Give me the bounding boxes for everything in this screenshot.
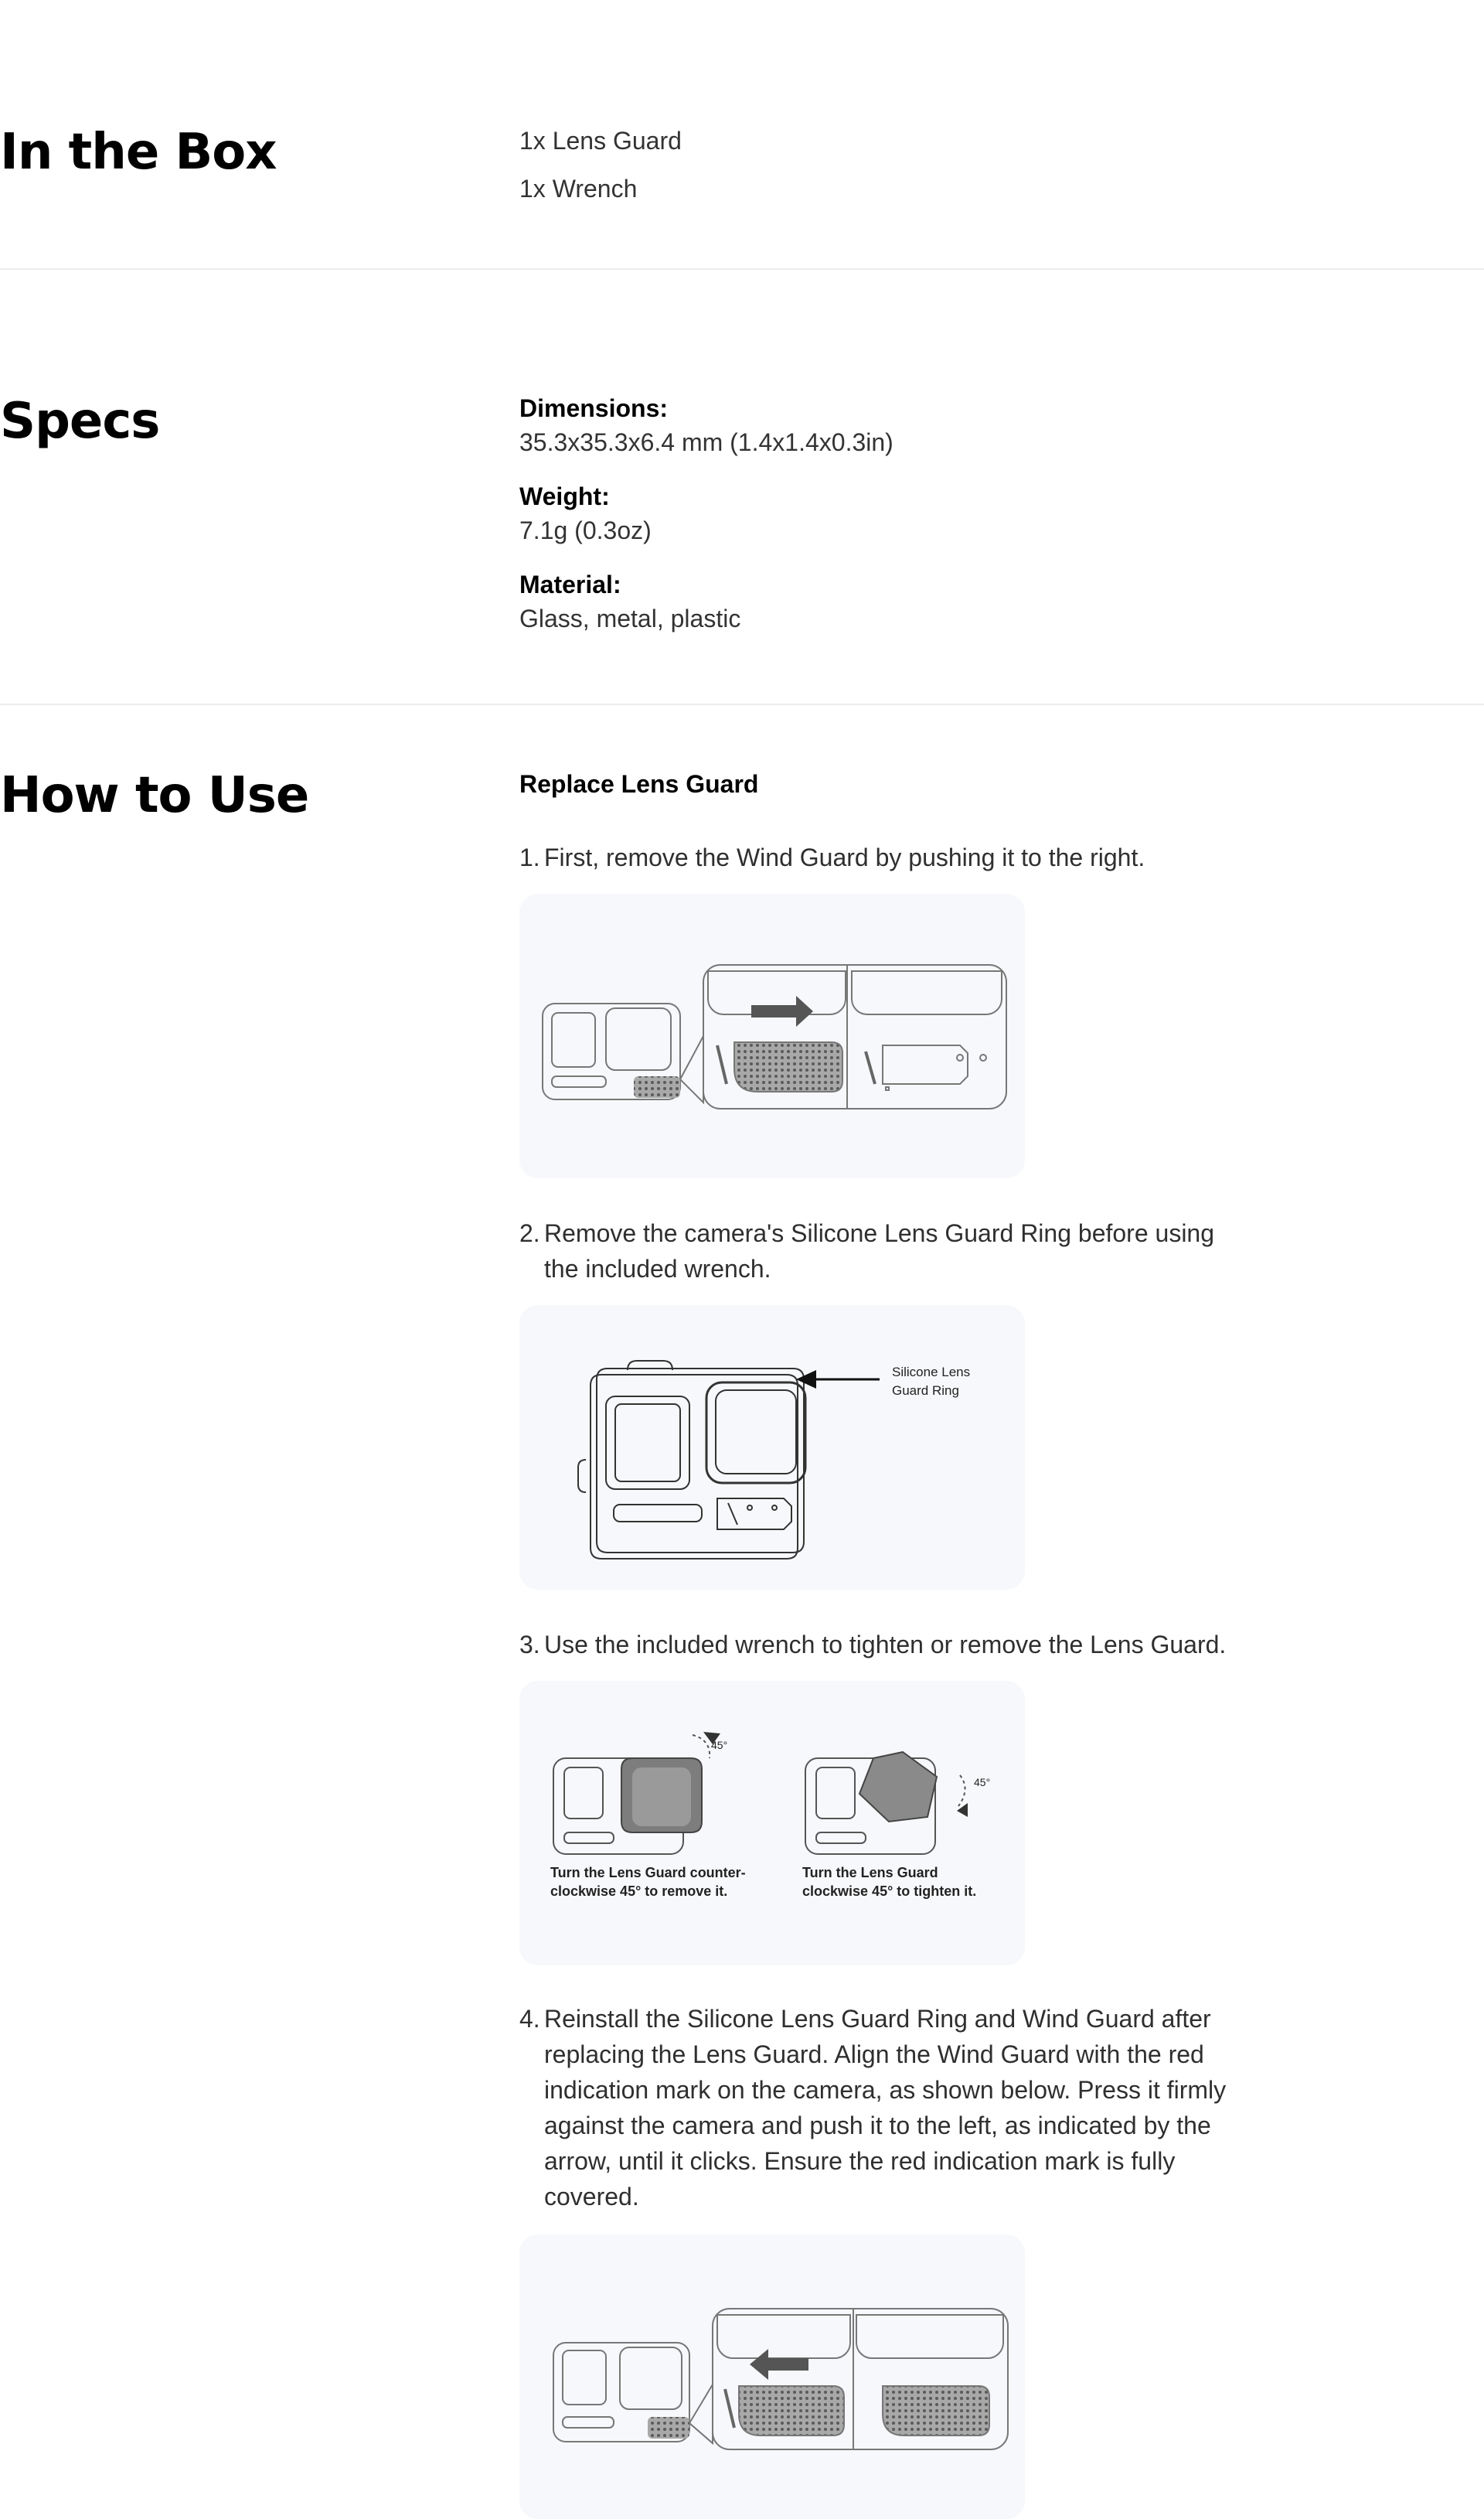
step-number: 3.: [519, 1631, 540, 1658]
callout-label: Guard Ring: [892, 1383, 959, 1398]
angle-label: 45°: [974, 1776, 991, 1788]
wrench-caption: Turn the Lens Guard counter-: [550, 1865, 746, 1880]
step-number: 4.: [519, 2005, 540, 2033]
step-number: 2.: [519, 1219, 540, 1247]
spec-value: Glass, metal, plastic: [519, 605, 741, 632]
illustration-remove-wind-guard: [519, 894, 1025, 1178]
spec-row-dimensions: [519, 391, 1230, 459]
specs-section: [0, 269, 1484, 704]
angle-label: 45°: [711, 1739, 728, 1751]
spec-row-material: [519, 568, 1230, 636]
spec-value: 35.3x35.3x6.4 mm (1.4x1.4x0.3in): [519, 428, 893, 456]
in-the-box-list: [519, 124, 1230, 206]
illustration-reinstall-wind-guard: [519, 2234, 1025, 2519]
illustration-wrench: [519, 1681, 1025, 1965]
step-text: Remove the camera's Silicone Lens Guard Ring before using the included wrench.: [544, 1219, 1215, 1283]
spec-label: Weight:: [519, 482, 610, 510]
wrench-caption: clockwise 45° to tighten it.: [802, 1883, 977, 1899]
box-item: 1x Wrench: [519, 175, 638, 203]
step-4: [519, 2001, 1230, 2214]
specs-heading: Specs: [0, 393, 160, 450]
callout-label: Silicone Lens: [892, 1365, 971, 1379]
step-text: First, remove the Wind Guard by pushing it to the right.: [544, 844, 1145, 871]
camera-lens-ring-icon: [519, 1305, 1025, 1590]
how-to-use-heading: How to Use: [0, 767, 309, 824]
step-2: [519, 1215, 1230, 1287]
in-the-box-heading: In the Box: [0, 124, 277, 181]
specs-list: [519, 391, 1230, 636]
box-item: 1x Lens Guard: [519, 127, 682, 155]
illustration-silicone-ring: [519, 1305, 1025, 1590]
step-3: [519, 1627, 1230, 1662]
step-number: 1.: [519, 844, 540, 871]
spec-label: Dimensions:: [519, 394, 669, 422]
in-the-box-section: [0, 0, 1484, 269]
step-1: [519, 840, 1230, 875]
spec-row-weight: [519, 479, 1230, 547]
spec-value: 7.1g (0.3oz): [519, 516, 652, 544]
wrench-caption: clockwise 45° to remove it.: [550, 1883, 728, 1899]
how-to-subtitle: Replace Lens Guard: [519, 770, 759, 798]
step-text: Use the included wrench to tighten or remove the Lens Guard.: [544, 1631, 1227, 1658]
camera-wind-guard-right-icon: [519, 894, 1025, 1178]
wrench-caption: Turn the Lens Guard: [802, 1865, 938, 1880]
camera-wind-guard-left-icon: [519, 2234, 1025, 2519]
step-text: Reinstall the Silicone Lens Guard Ring and Wind Guard after replacing the Lens Guard. Align the Wind Guard with the red indication mark on the camera, as shown below. Press it firmly against the camera and push it to the left, as indicated by the arrow, until it clicks. Ensure the red indication mark is fully covered.: [544, 2005, 1227, 2211]
wrench-rotate-icon: [519, 1681, 1025, 1965]
spec-label: Material:: [519, 571, 621, 598]
